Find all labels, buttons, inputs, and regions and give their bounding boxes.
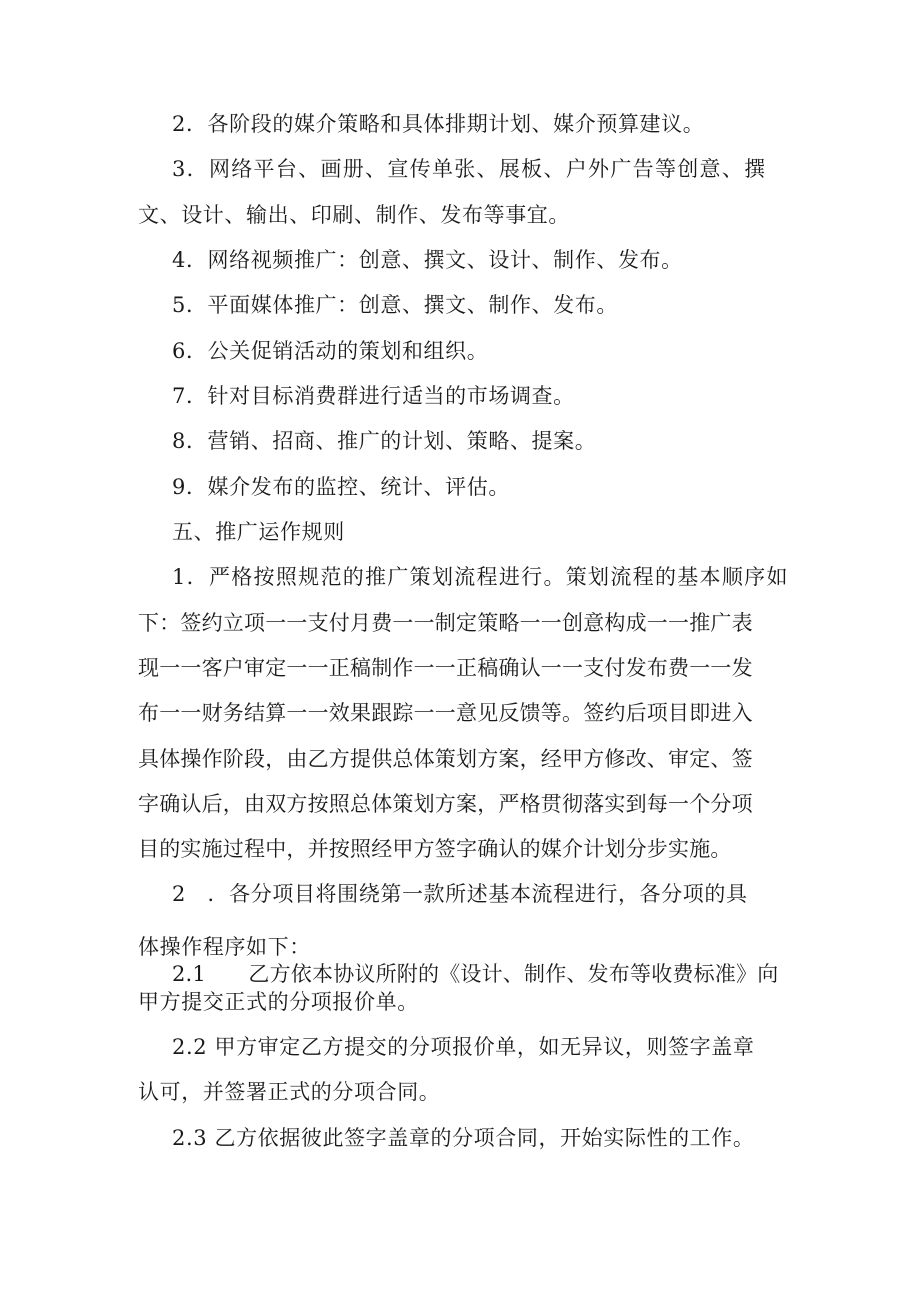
item-2-3: 2.3 乙方依据彼此签字盖章的分项合同，开始实际性的工作。 <box>172 1126 755 1150</box>
item-2-1-line-2: 甲方提交正式的分项报价单。 <box>138 990 419 1014</box>
rule-1-line-1: 1．严格按照规范的推广策划流程进行。策划流程的基本顺序如 <box>172 565 789 589</box>
list-item-6: 6．公关促销活动的策划和组织。 <box>172 339 489 363</box>
rule-1-line-3: 现一一客户审定一一正稿制作一一正稿确认一一支付发布费一一发 <box>138 656 753 680</box>
rule-1-line-5: 具体操作阶段，由乙方提供总体策划方案，经甲方修改、审定、签 <box>138 747 753 771</box>
list-item-3-continued: 文、设计、输出、印刷、制作、发布等事宜。 <box>138 203 570 227</box>
rule-2-line-1: 2 ．各分项目将围绕第一款所述基本流程进行，各分项的具 <box>172 882 748 906</box>
rule-2-line-2: 体操作程序如下： <box>138 935 311 959</box>
list-item-3: 3．网络平台、画册、宣传单张、展板、户外广告等创意、撰 <box>172 157 767 181</box>
list-item-5: 5．平面媒体推广：创意、撰文、制作、发布。 <box>172 293 618 317</box>
list-item-7: 7．针对目标消费群进行适当的市场调查。 <box>172 384 575 408</box>
list-item-4: 4．网络视频推广：创意、撰文、设计、制作、发布。 <box>172 248 683 272</box>
rule-1-line-4: 布一一财务结算一一效果跟踪一一意见反馈等。签约后项目即进入 <box>138 701 753 725</box>
list-item-2: 2．各阶段的媒介策略和具体排期计划、媒介预算建议。 <box>172 112 705 136</box>
rule-1-line-7: 目的实施过程中，并按照经甲方签字确认的媒介计划分步实施。 <box>138 837 732 861</box>
item-2-2-line-1: 2.2 甲方审定乙方提交的分项报价单，如无异议，则签字盖章 <box>172 1035 755 1059</box>
rule-1-line-2: 下：签约立项一一支付月费一一制定策略一一创意构成一一推广表 <box>138 611 753 635</box>
item-2-1-line-1: 2.1 乙方依本协议所附的《设计、制作、发布等收费标准》向 <box>172 962 779 986</box>
item-2-2-line-2: 认可，并签署正式的分项合同。 <box>138 1080 441 1104</box>
list-item-8: 8．营销、招商、推广的计划、策略、提案。 <box>172 429 597 453</box>
list-item-9: 9．媒介发布的监控、统计、评估。 <box>172 475 510 499</box>
rule-1-line-6: 字确认后，由双方按照总体策划方案，严格贯彻落实到每一个分项 <box>138 792 753 816</box>
section-heading: 五、推广运作规则 <box>172 520 345 544</box>
